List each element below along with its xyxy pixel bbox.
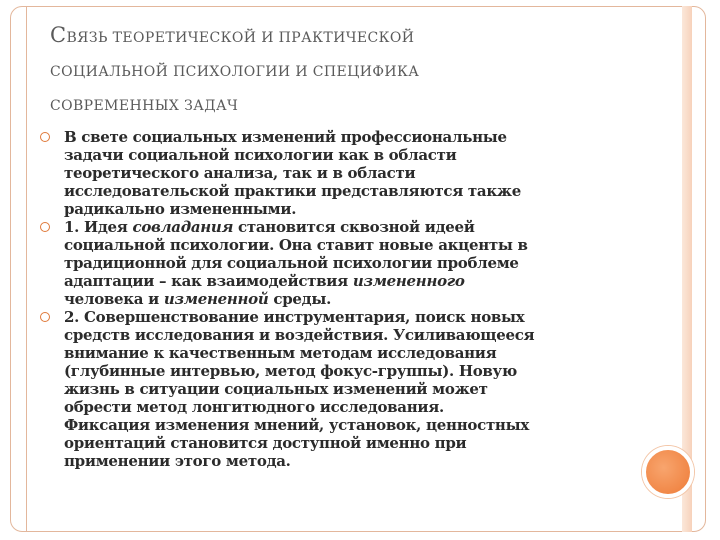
italic-term: измененного — [352, 272, 465, 290]
text-line: теоретического анализа, так и в области — [64, 164, 416, 182]
title-line-1 — [50, 18, 650, 55]
bullet-circle-icon — [40, 132, 50, 142]
text-line: 2. Совершенствование инструментария, поиск новых — [64, 308, 525, 326]
text-line: внимание к качественным методам исследования — [64, 344, 497, 362]
text-line: обрести метод лонгитюдного исследования. — [64, 398, 444, 416]
list-item — [40, 128, 620, 218]
decorative-circle — [642, 446, 694, 498]
italic-term: совладания — [132, 218, 234, 236]
text-line: радикально измененными. — [64, 200, 297, 218]
left-rule — [26, 6, 27, 532]
bullet-paragraph — [64, 128, 620, 218]
text-line: задачи социальной психологии как в области — [64, 146, 457, 164]
text-line: применении этого метода. — [64, 452, 291, 470]
text-run: адаптации – как взаимодействия — [64, 272, 353, 290]
text-line — [64, 272, 620, 290]
title-line-1-rest: ВЯЗЬ ТЕОРЕТИЧЕСКОЙ И ПРАКТИЧЕСКОЙ — [66, 30, 415, 46]
bullet-list — [40, 128, 620, 470]
title-line-3: СОВРЕМЕННЫХ ЗАДАЧ — [50, 98, 239, 114]
text-line — [64, 290, 620, 308]
text-run: 1. Идея — [64, 218, 133, 236]
text-line: Фиксация изменения мнений, установок, ценностных — [64, 416, 529, 434]
bullet-paragraph — [64, 218, 620, 308]
bullet-circle-icon — [40, 222, 50, 232]
text-run: среды. — [268, 290, 331, 308]
title-initial: С — [50, 23, 67, 47]
slide-title — [50, 18, 650, 123]
italic-term: измененной — [163, 290, 269, 308]
list-item — [40, 308, 620, 470]
text-line: средств исследования и воздействия. Усиливающееся — [64, 326, 535, 344]
bullet-circle-icon — [40, 312, 50, 322]
text-line: В свете социальных изменений профессиональные — [64, 128, 507, 146]
text-line: жизнь в ситуации социальных изменений может — [64, 380, 488, 398]
text-line — [64, 218, 620, 236]
text-line: исследовательской практики представляются также — [64, 182, 521, 200]
text-run: становится сквозной идеей — [233, 218, 475, 236]
text-line: традиционной для социальной психологии проблеме — [64, 254, 519, 272]
bullet-paragraph — [64, 308, 620, 470]
text-line: (глубинные интервью, метод фокус-группы). Новую — [64, 362, 517, 380]
text-run: человека и — [64, 290, 164, 308]
list-item — [40, 218, 620, 308]
text-line: социальной психологии. Она ставит новые акценты в — [64, 236, 528, 254]
text-line: ориентаций становится доступной именно при — [64, 434, 467, 452]
title-line-2: СОЦИАЛЬНОЙ ПСИХОЛОГИИ И СПЕЦИФИКА — [50, 64, 420, 80]
